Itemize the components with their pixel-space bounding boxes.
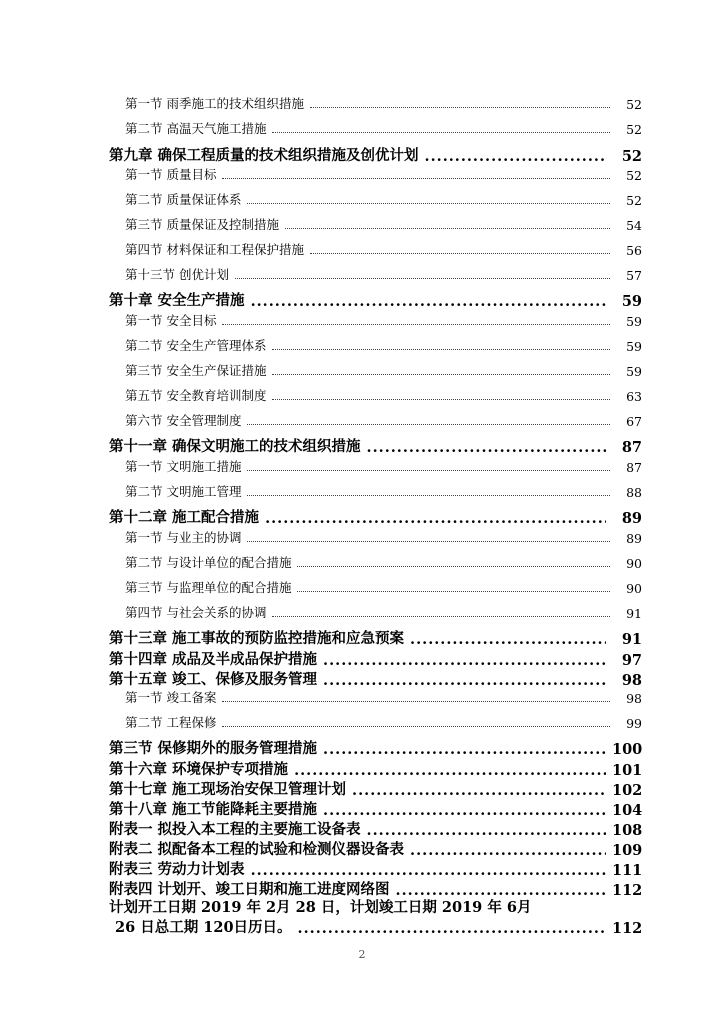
toc-entry (125, 190, 642, 208)
toc-chapter (109, 668, 642, 689)
toc-entry-label: 第二节 工程保修 (125, 715, 217, 730)
toc-chapter-page: 98 (621, 672, 642, 689)
toc-entry-page: 99 (626, 716, 642, 731)
toc-entry (125, 553, 642, 571)
toc-entry-label: 第一节 雨季施工的技术组织措施 (125, 96, 304, 111)
toc-chapter-page: 91 (621, 631, 642, 648)
toc-chapter-label: 第十三章 施工事故的预防监控措施和应急预案 (109, 630, 405, 647)
toc-entry (125, 361, 642, 379)
toc-chapter (109, 758, 642, 779)
toc-chapter (109, 289, 642, 310)
toc-entry (125, 713, 642, 731)
toc-entry (125, 94, 642, 112)
toc-entry (125, 311, 642, 329)
toc-entry (125, 688, 642, 706)
toc-chapter-page: 111 (612, 862, 643, 879)
toc-entry (125, 411, 642, 429)
toc-chapter-page: 108 (612, 822, 643, 839)
schedule-line-1: 计划开工日期 2019 年 2月 28 日，计划竣工日期 2019 年 6月 (109, 899, 532, 916)
toc-entry-page: 59 (626, 314, 642, 329)
toc-entry-label: 第一节 竣工备案 (125, 690, 217, 705)
toc-chapter (109, 435, 642, 456)
toc-chapter-page: 112 (612, 882, 643, 899)
toc-entry (125, 265, 642, 283)
toc-chapter-page: 89 (621, 510, 642, 527)
toc-chapter-label: 第十四章 成品及半成品保护措施 (109, 651, 318, 668)
toc-chapter-page: 100 (612, 741, 643, 758)
toc-chapter-page: 87 (621, 439, 642, 456)
toc-chapter-page: 102 (612, 782, 643, 799)
toc-entry-label: 第二节 高温天气施工措施 (125, 121, 267, 136)
toc-chapter-label: 附表二 拟配备本工程的试验和检测仪器设备表 (109, 841, 405, 858)
schedule-page: 112 (612, 920, 643, 937)
toc-entry (125, 215, 642, 233)
schedule-line-2 (115, 916, 642, 937)
toc-entry-label: 第一节 与业主的协调 (125, 530, 242, 545)
toc-chapter (109, 818, 642, 839)
toc-chapter (109, 144, 642, 165)
toc-chapter-label: 第十一章 确保文明施工的技术组织措施 (109, 438, 361, 455)
toc-entry (125, 482, 642, 500)
toc-entry-label: 第六节 安全管理制度 (125, 413, 242, 428)
toc-chapter-page: 52 (621, 148, 642, 165)
toc-chapter-page: 97 (621, 652, 642, 669)
toc-entry-label: 第二节 质量保证体系 (125, 192, 242, 207)
toc-entry-label: 第五节 安全教育培训制度 (125, 388, 267, 403)
toc-chapter (109, 627, 642, 648)
toc-chapter (109, 506, 642, 527)
toc-entry-page: 67 (626, 414, 642, 429)
toc-chapter-page: 109 (612, 842, 643, 859)
toc-chapter (109, 737, 642, 758)
schedule-line-2-text: 26 日总工期 120日历日。 (115, 919, 292, 936)
toc-chapter-label: 第三节 保修期外的服务管理措施 (109, 740, 318, 757)
toc-entry-page: 90 (626, 581, 642, 596)
toc-entry (125, 603, 642, 621)
toc-entry-page: 89 (626, 531, 642, 546)
toc-chapter-label: 附表一 拟投入本工程的主要施工设备表 (109, 821, 361, 838)
toc-entry-label: 第二节 文明施工管理 (125, 484, 242, 499)
toc-chapter-label: 第十五章 竣工、保修及服务管理 (109, 671, 318, 688)
toc-entry-label: 第二节 安全生产管理体系 (125, 338, 267, 353)
toc-entry-page: 54 (626, 218, 642, 233)
toc-entry-page: 59 (626, 339, 642, 354)
toc-chapter-label: 第十七章 施工现场治安保卫管理计划 (109, 781, 347, 798)
toc-entry-label: 第三节 质量保证及控制措施 (125, 217, 279, 232)
toc-entry-label: 第四节 与社会关系的协调 (125, 605, 267, 620)
toc-entry-page: 52 (626, 122, 642, 137)
toc-chapter-label: 附表四 计划开、竣工日期和施工进度网络图 (109, 881, 390, 898)
toc-entry-page: 56 (626, 243, 642, 258)
page-number: 2 (358, 948, 366, 961)
toc-entry (125, 386, 642, 404)
toc-entry-page: 63 (626, 389, 642, 404)
toc-entry-page: 57 (626, 268, 642, 283)
toc-entry-label: 第一节 文明施工措施 (125, 459, 242, 474)
toc-entry-label: 第十三节 创优计划 (125, 267, 229, 282)
toc-chapter (109, 798, 642, 819)
toc-entry-label: 第一节 质量目标 (125, 167, 217, 182)
toc-entry (125, 119, 642, 137)
toc-chapter-label: 第十六章 环境保护专项措施 (109, 761, 289, 778)
toc-chapter-page: 104 (612, 802, 643, 819)
toc-chapter-label: 第九章 确保工程质量的技术组织措施及创优计划 (109, 147, 419, 164)
toc-entry-label: 第四节 材料保证和工程保护措施 (125, 242, 304, 257)
toc-entry-page: 52 (626, 97, 642, 112)
toc-entry (125, 336, 642, 354)
toc-entry-page: 91 (626, 606, 642, 621)
toc-chapter (109, 838, 642, 859)
toc-chapter (109, 648, 642, 669)
toc-entry (125, 165, 642, 183)
toc-entry (125, 528, 642, 546)
toc-entry-page: 52 (626, 168, 642, 183)
toc-chapter (109, 858, 642, 879)
toc-entry-label: 第三节 安全生产保证措施 (125, 363, 267, 378)
toc-entry-label: 第一节 安全目标 (125, 313, 217, 328)
toc-entry-page: 59 (626, 364, 642, 379)
toc-entry (125, 578, 642, 596)
toc-entry (125, 240, 642, 258)
toc-entry-label: 第二节 与设计单位的配合措施 (125, 555, 292, 570)
toc-chapter-page: 59 (621, 293, 642, 310)
toc-entry-page: 88 (626, 485, 642, 500)
toc-entry-page: 87 (626, 460, 642, 475)
toc-chapter-page: 101 (612, 762, 643, 779)
toc-chapter (109, 778, 642, 799)
toc-chapter-label: 第十二章 施工配合措施 (109, 509, 260, 526)
toc-entry-page: 90 (626, 556, 642, 571)
toc-entry-label: 第三节 与监理单位的配合措施 (125, 580, 292, 595)
toc-entry-page: 98 (626, 691, 642, 706)
toc-chapter-label: 第十章 安全生产措施 (109, 292, 245, 309)
toc-chapter-label: 附表三 劳动力计划表 (109, 861, 245, 878)
toc-entry-page: 52 (626, 193, 642, 208)
toc-chapter-label: 第十八章 施工节能降耗主要措施 (109, 801, 318, 818)
toc-entry (125, 457, 642, 475)
